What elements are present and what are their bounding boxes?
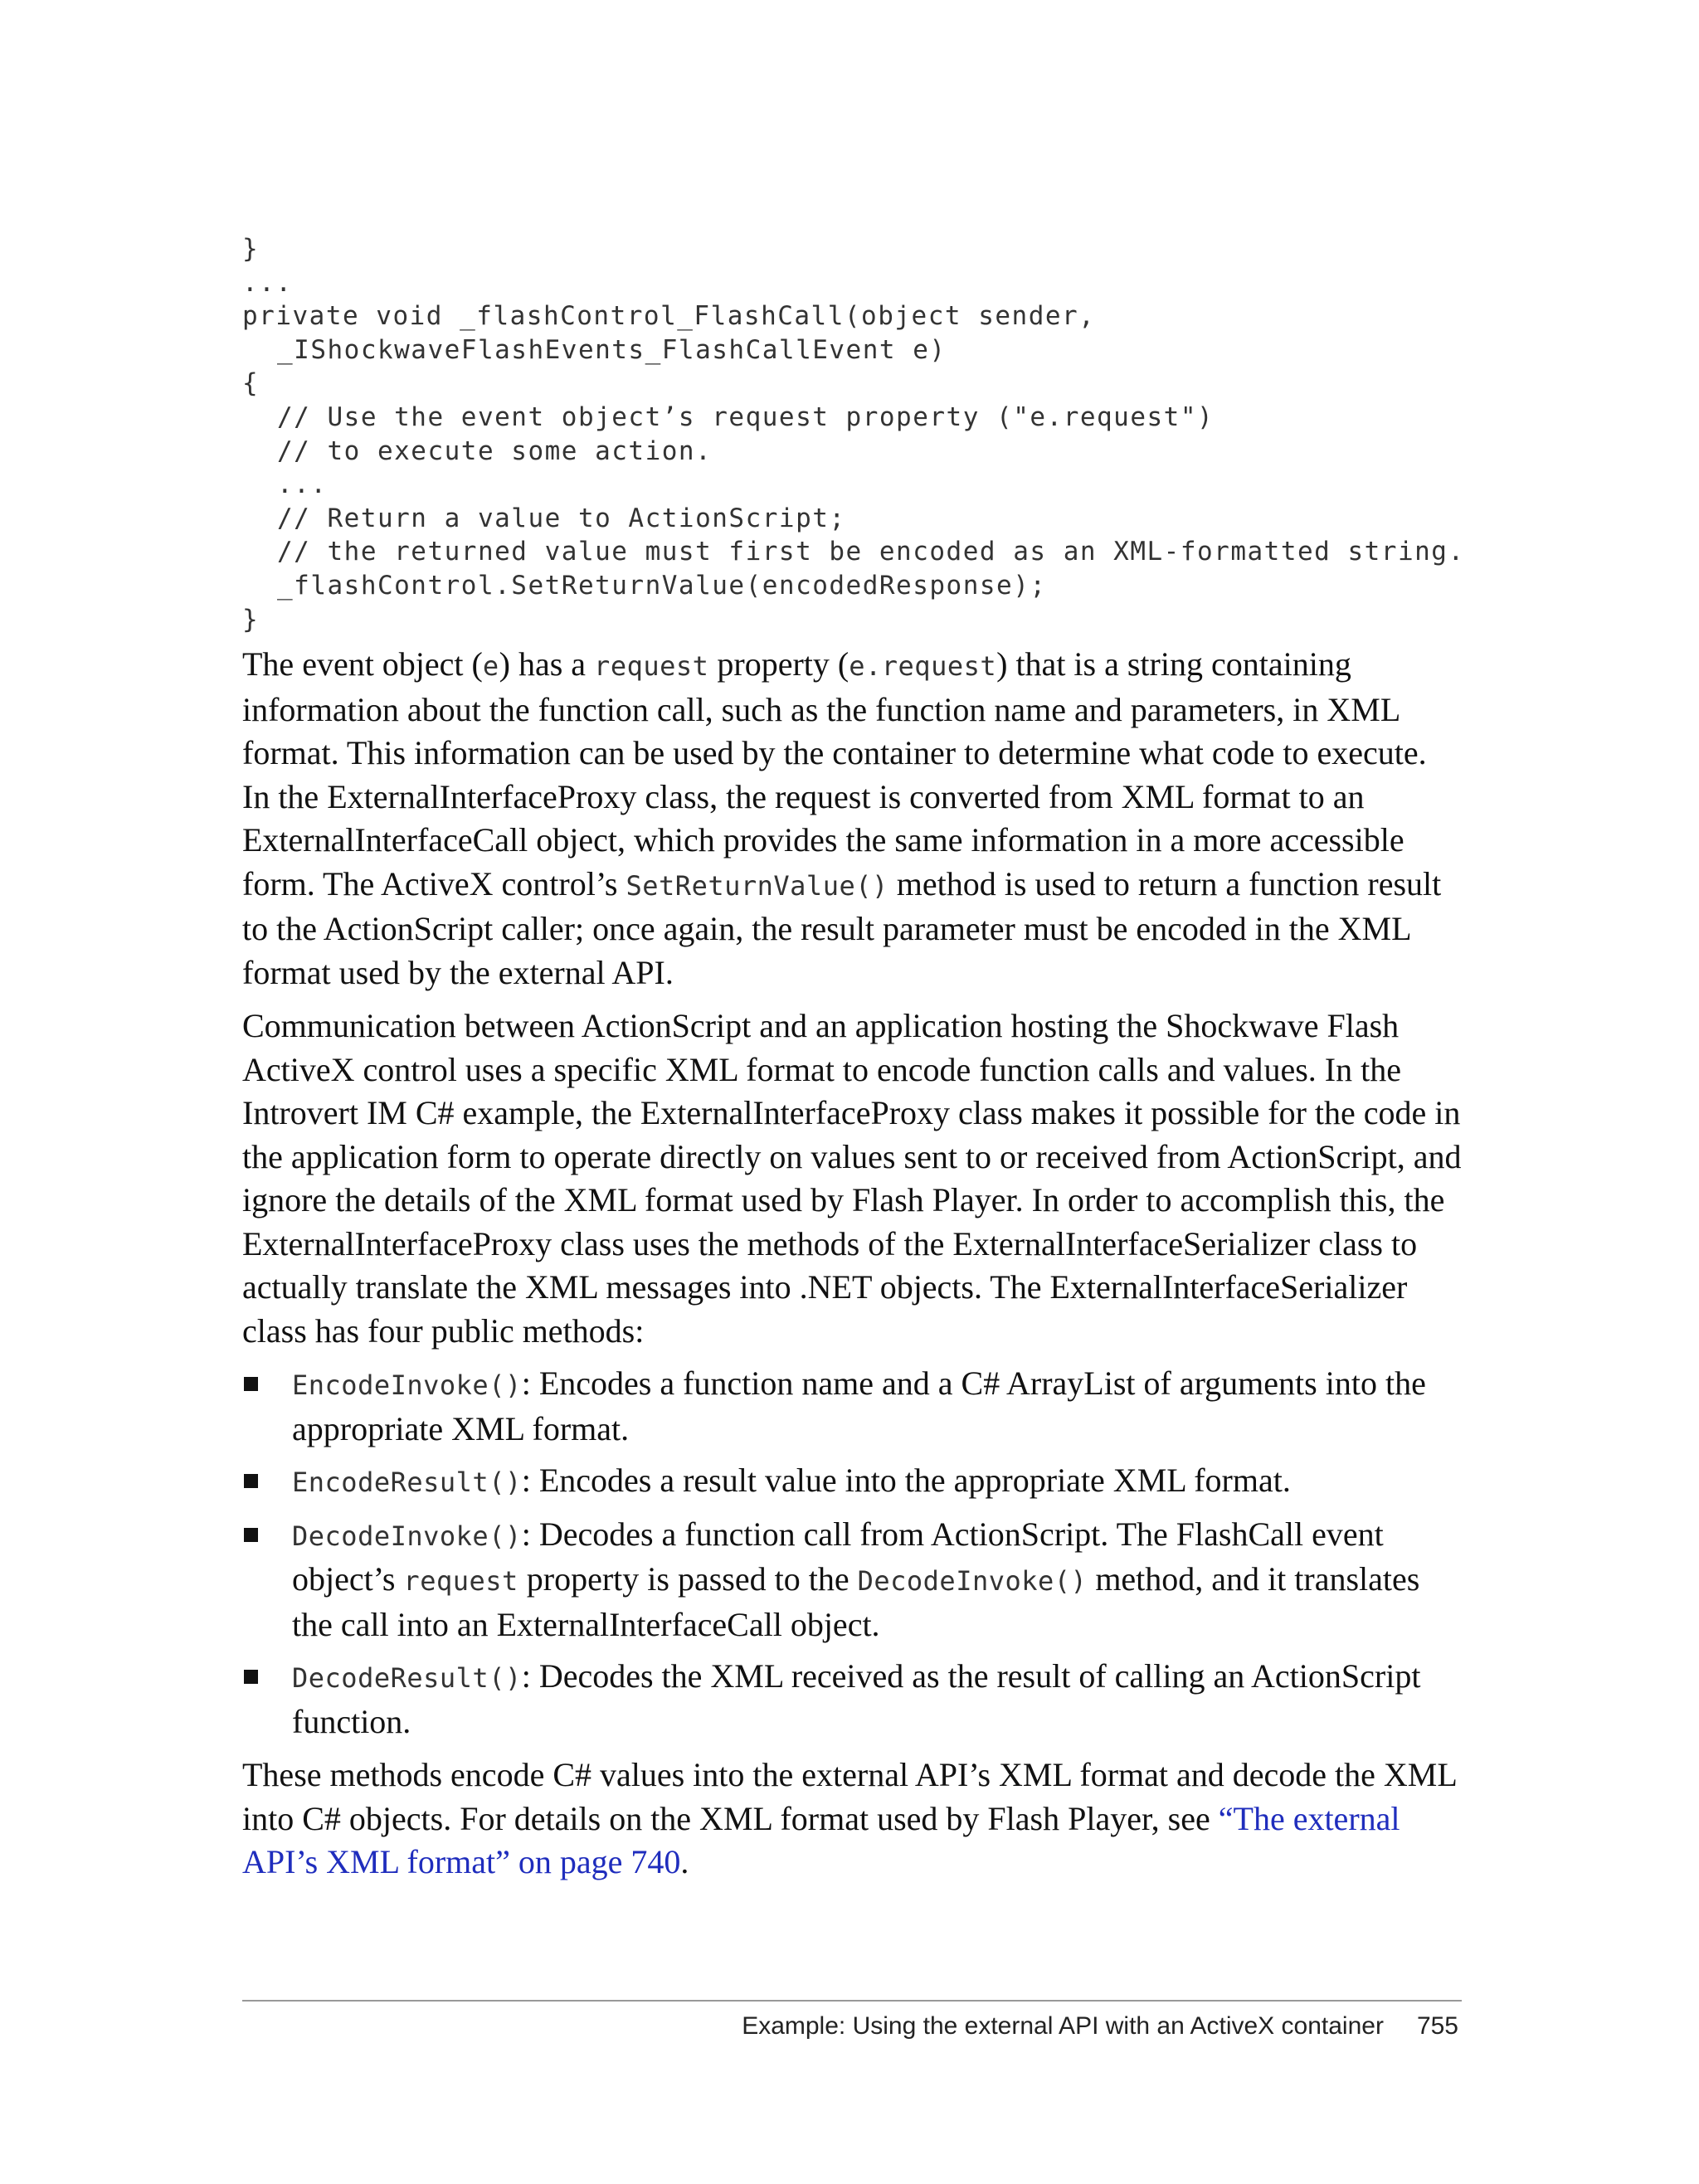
text-run: The event object ( <box>242 645 483 683</box>
code-line: // Return a value to ActionScript; <box>277 503 846 533</box>
code-line: } <box>242 234 260 264</box>
code-line: ... <box>242 267 293 298</box>
text-run: . <box>680 1843 689 1881</box>
code-line: ... <box>277 469 328 500</box>
inline-code: DecodeInvoke() <box>857 1565 1088 1598</box>
code-line: // the returned value must first be encoded as an XML-formatted string. <box>277 537 1465 567</box>
text-run: property ( <box>708 645 850 683</box>
paragraph-event-object <box>242 643 1462 995</box>
paragraph-closing <box>242 1754 1462 1885</box>
page-footer <box>742 2012 1458 2041</box>
code-line: private void _flashControl_FlashCall(object sender, <box>242 301 1096 332</box>
code-line: } <box>242 604 260 635</box>
inline-code: EncodeInvoke() <box>292 1369 522 1402</box>
code-line: // to execute some action. <box>277 435 713 466</box>
inline-code: e <box>482 650 499 683</box>
list-item <box>242 1655 1462 1744</box>
text-run: : Encodes a function name and a C# ArrayList of arguments into the appropriate XML format. <box>292 1364 1426 1447</box>
inline-code: SetReturnValue() <box>626 869 888 902</box>
text-run: ) that is a string containing information about the function call, such as the function name and parameters, in XML format. This information can be used by the container to determine what code to execute. In the ExternalInterfaceProxy class, the request is converted from XML format to an ExternalInterfaceCall object, which provides the same information in a more accessible form. The ActiveX control’s <box>242 645 1427 902</box>
footer-title: Example: Using the external API with an ActiveX container <box>742 2012 1384 2040</box>
text-run: method, and it translates the call into an ExternalInterfaceCall object. <box>292 1560 1420 1643</box>
inline-code: request <box>594 650 709 683</box>
page-content <box>242 232 1465 1885</box>
code-line: { <box>242 368 260 399</box>
text-run: : Encodes a result value into the appropriate XML format. <box>521 1462 1291 1500</box>
inline-code: EncodeResult() <box>292 1467 522 1499</box>
text-run: property is passed to the <box>518 1560 858 1598</box>
code-line: _IShockwaveFlashEvents_FlashCallEvent e) <box>277 334 947 365</box>
list-item <box>242 1513 1462 1647</box>
footer-rule <box>242 2000 1462 2002</box>
list-item <box>242 1459 1462 1505</box>
square-bullet-icon <box>244 1474 258 1488</box>
list-item <box>242 1362 1462 1451</box>
text-run: : Decodes the XML received as the result of calling an ActionScript function. <box>292 1657 1421 1740</box>
square-bullet-icon <box>244 1377 258 1391</box>
square-bullet-icon <box>244 1528 258 1542</box>
code-line: // Use the event object’s request property ("e.request") <box>277 401 1215 432</box>
xml-format-link[interactable]: “The external API’s XML format” on page 740 <box>242 1799 1400 1881</box>
text-run: ) has a <box>499 645 595 683</box>
square-bullet-icon <box>244 1670 258 1684</box>
page-number: 755 <box>1416 2012 1458 2040</box>
methods-list <box>242 1362 1462 1744</box>
text-run: method is used to return a function result to the ActionScript caller; once again, the result parameter must be encoded in the XML format used by the external API. <box>242 864 1442 991</box>
inline-code: DecodeInvoke() <box>292 1520 522 1552</box>
text-run: These methods encode C# values into the external API’s XML format and decode the XML into C# objects. For details on the XML format used by Flash Player, see <box>242 1756 1457 1837</box>
code-block <box>242 232 1465 636</box>
inline-code: e.request <box>849 650 997 683</box>
inline-code: request <box>403 1565 518 1598</box>
inline-code: DecodeResult() <box>292 1662 522 1695</box>
text-run: : Decodes a function call from ActionScript. The FlashCall event object’s <box>292 1515 1384 1598</box>
paragraph-communication: Communication between ActionScript and an application hosting the Shockwave Flash ActiveX control uses a specific XML format to encode function calls and values. In the Introvert IM C# example, the ExternalInterfaceProxy class makes it possible for the code in the application form to operate directly on values sent to or received from ActionScript, and ignore the details of the XML format used by Flash Player. In order to accomplish this, the ExternalInterfaceProxy class uses the methods of the ExternalInterfaceSerializer class to actually translate the XML messages into .NET objects. The ExternalInterfaceSerializer class has four public methods: <box>242 1007 1462 1350</box>
code-line: _flashControl.SetReturnValue(encodedResponse); <box>277 570 1047 601</box>
